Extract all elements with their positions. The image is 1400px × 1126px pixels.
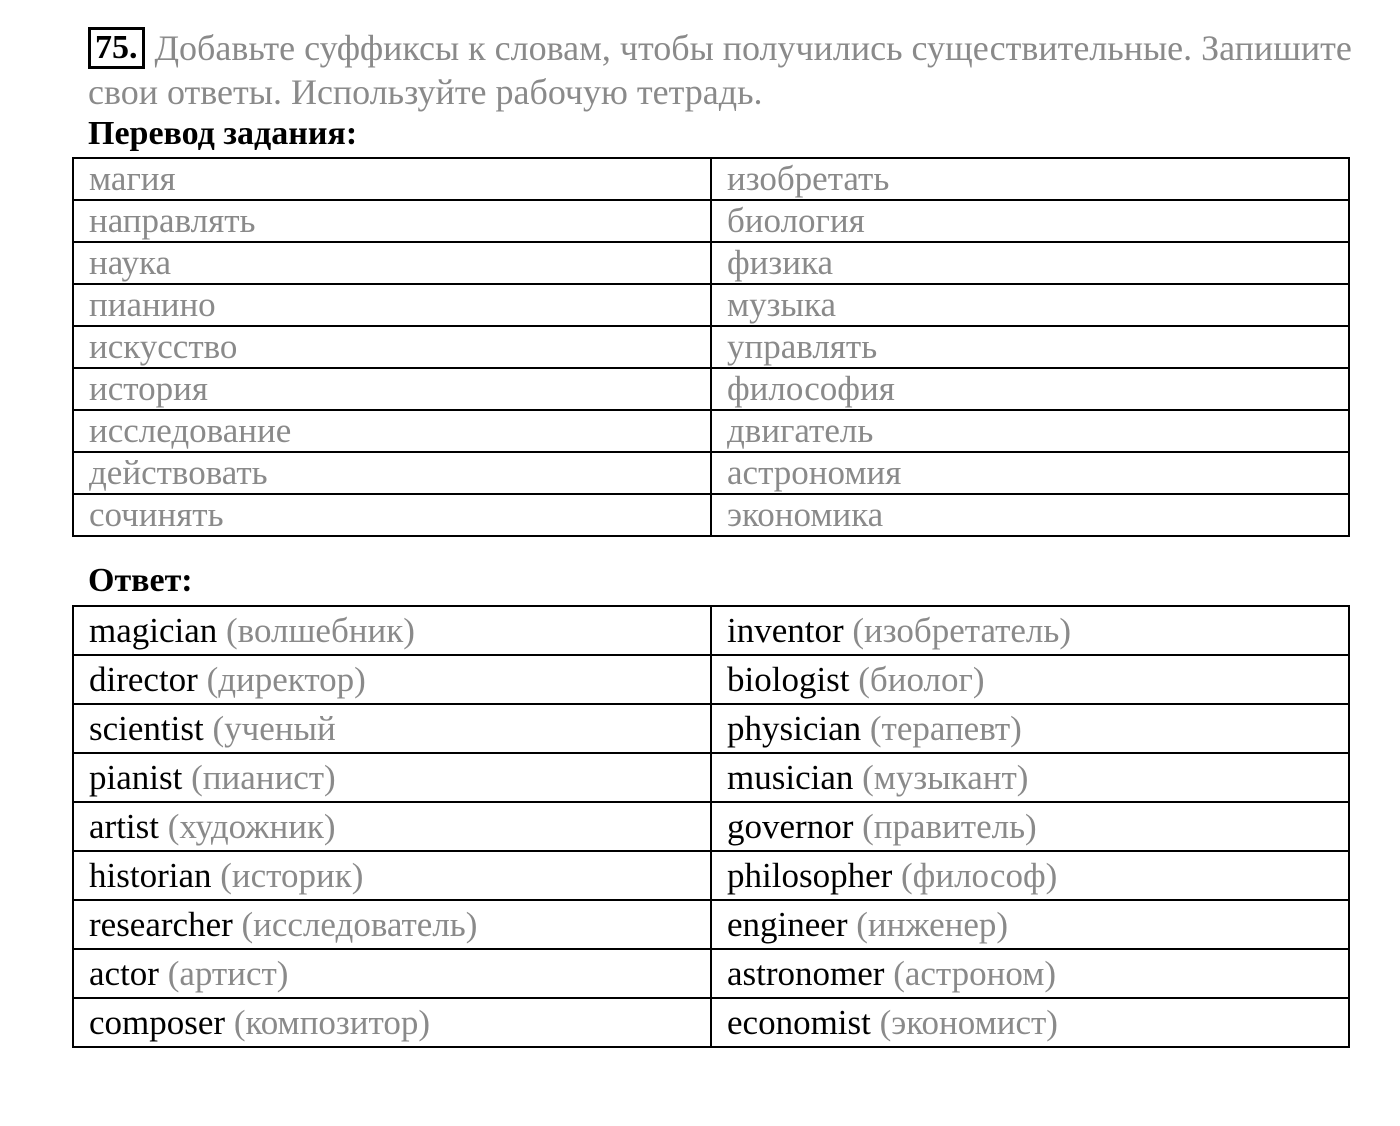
russian-translation: (астроном): [893, 953, 1057, 993]
translation-cell: исследование: [73, 410, 711, 452]
translation-cell: история: [73, 368, 711, 410]
table-row: [73, 200, 1349, 242]
task-number: 75.: [88, 27, 145, 69]
translation-cell: пианино: [73, 284, 711, 326]
russian-translation: (биолог): [858, 659, 985, 699]
table-row: [73, 606, 1349, 655]
table-row: [73, 949, 1349, 998]
table-row: [73, 655, 1349, 704]
table-row: [73, 704, 1349, 753]
task-instruction: Добавьте суффиксы к словам, чтобы получились существительные. Запишите свои ответы. Используйте рабочую тетрадь.: [88, 28, 1352, 112]
russian-translation: (изобретатель): [852, 610, 1072, 650]
answer-cell: [711, 606, 1349, 655]
table-row: [73, 452, 1349, 494]
translation-cell: музыка: [711, 284, 1349, 326]
translation-table-body: [73, 158, 1349, 536]
english-word: governor: [727, 806, 854, 846]
english-word: composer: [89, 1002, 226, 1042]
translation-cell: изобретать: [711, 158, 1349, 200]
table-row: [73, 326, 1349, 368]
russian-translation: (артист): [167, 953, 289, 993]
table-row: [73, 998, 1349, 1047]
table-row: [73, 802, 1349, 851]
translation-heading: Перевод задания:: [88, 115, 358, 152]
english-word: musician: [727, 757, 854, 797]
russian-translation: (исследователь): [241, 904, 478, 944]
translation-cell: искусство: [73, 326, 711, 368]
english-word: historian: [89, 855, 212, 895]
russian-translation: (философ): [901, 855, 1058, 895]
answer-cell: [73, 753, 711, 802]
answer-cell: [711, 900, 1349, 949]
english-word: biologist: [727, 659, 850, 699]
answer-cell: [73, 655, 711, 704]
table-row: [73, 494, 1349, 536]
answer-cell: [73, 949, 711, 998]
answer-cell: [711, 704, 1349, 753]
english-word: astronomer: [727, 953, 885, 993]
answer-cell: [711, 851, 1349, 900]
russian-translation: (правитель): [862, 806, 1037, 846]
translation-cell: направлять: [73, 200, 711, 242]
russian-translation: (художник): [167, 806, 336, 846]
translation-cell: управлять: [711, 326, 1349, 368]
answer-cell: [711, 802, 1349, 851]
table-row: [73, 753, 1349, 802]
translation-cell: действовать: [73, 452, 711, 494]
answer-cell: [73, 704, 711, 753]
table-row: [73, 158, 1349, 200]
russian-translation: (композитор): [233, 1002, 430, 1042]
table-row: [73, 242, 1349, 284]
translation-cell: экономика: [711, 494, 1349, 536]
russian-translation: (музыкант): [862, 757, 1029, 797]
translation-cell: астрономия: [711, 452, 1349, 494]
answer-cell: [711, 753, 1349, 802]
english-word: pianist: [89, 757, 183, 797]
english-word: magician: [89, 610, 218, 650]
english-word: actor: [89, 953, 159, 993]
english-word: researcher: [89, 904, 233, 944]
translation-cell: физика: [711, 242, 1349, 284]
answer-cell: [711, 998, 1349, 1047]
translation-cell: наука: [73, 242, 711, 284]
answer-table: [72, 605, 1350, 1048]
answer-cell: [711, 949, 1349, 998]
english-word: inventor: [727, 610, 844, 650]
russian-translation: (экономист): [879, 1002, 1058, 1042]
russian-translation: (терапевт): [869, 708, 1022, 748]
translation-cell: сочинять: [73, 494, 711, 536]
table-row: [73, 368, 1349, 410]
translation-cell: биология: [711, 200, 1349, 242]
russian-translation: (директор): [206, 659, 366, 699]
russian-translation: (волшебник): [226, 610, 415, 650]
russian-translation: (историк): [220, 855, 364, 895]
english-word: director: [89, 659, 198, 699]
answer-cell: [73, 998, 711, 1047]
english-word: economist: [727, 1002, 871, 1042]
russian-translation: (пианист): [191, 757, 336, 797]
translation-table: [72, 157, 1350, 537]
answer-cell: [73, 851, 711, 900]
translation-cell: двигатель: [711, 410, 1349, 452]
answer-cell: [73, 802, 711, 851]
russian-translation: (инженер): [856, 904, 1009, 944]
table-row: [73, 284, 1349, 326]
english-word: physician: [727, 708, 862, 748]
task-header: [88, 26, 1358, 114]
translation-cell: магия: [73, 158, 711, 200]
answer-cell: [711, 655, 1349, 704]
table-row: [73, 851, 1349, 900]
answer-cell: [73, 900, 711, 949]
table-row: [73, 900, 1349, 949]
answer-heading: Ответ:: [88, 562, 193, 599]
english-word: engineer: [727, 904, 848, 944]
answer-cell: [73, 606, 711, 655]
russian-translation: (ученый: [212, 708, 336, 748]
table-row: [73, 410, 1349, 452]
english-word: philosopher: [727, 855, 893, 895]
english-word: scientist: [89, 708, 204, 748]
english-word: artist: [89, 806, 159, 846]
translation-cell: философия: [711, 368, 1349, 410]
answer-table-body: [73, 606, 1349, 1047]
